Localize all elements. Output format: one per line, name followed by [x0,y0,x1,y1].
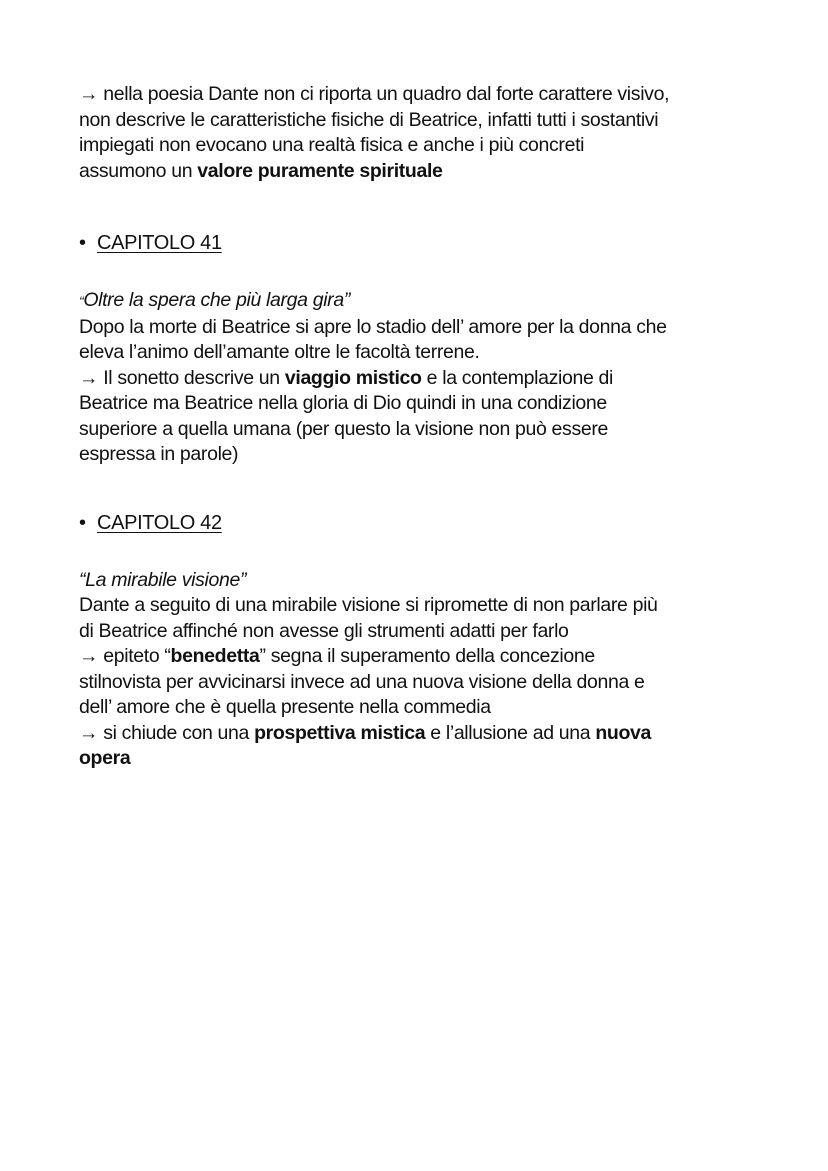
heading-text: CAPITOLO 42 [97,511,222,534]
document-page [79,82,779,772]
section-body [79,568,779,772]
sonnet-title: “La mirabile visione” [79,568,247,591]
emphasis: valore puramente spirituale [197,159,443,182]
text-line: impiegati non evocano una realtà fisica e anche i più concreti [79,134,585,156]
section-capitolo-42 [79,510,779,772]
text-line: superiore a quella umana (per questo la visione non può essere [79,417,608,440]
intro-paragraph [79,82,779,184]
arrow-icon: → [79,83,99,105]
heading-text: CAPITOLO 41 [97,232,222,254]
text-line: stilnovista per avvicinarsi invece ad una nuova visione della donna e [79,670,645,693]
arrow-icon: → [79,366,99,389]
text-line: → nella poesia Dante non ci riporta un quadro dal forte carattere visivo, [79,83,670,105]
text-line: → si chiude con una prospettiva mistica e l’allusione ad una nuova [79,721,652,744]
bullet-icon: • [79,232,86,254]
emphasis: opera [79,747,131,769]
section-heading [79,230,779,256]
text-line: Beatrice ma Beatrice nella gloria di Dio quindi in una condizione [79,392,607,414]
section-heading [79,510,779,536]
arrow-icon: → [79,721,99,744]
text-line: espressa in parole) [79,443,239,465]
emphasis: benedetta [170,645,260,667]
text-line: → epiteto “benedetta” segna il superamento della concezione [79,645,595,667]
text-line: non descrive le caratteristiche fisiche di Beatrice, infatti tutti i sostantivi [79,108,659,131]
section-body [79,288,779,468]
text-line [79,746,779,772]
emphasis: viaggio mistico [284,366,422,389]
text-line: eleva l’animo dell’amante oltre le facoltà terrene. [79,341,480,363]
arrow-icon: → [79,645,99,667]
emphasis: prospettiva mistica [254,721,426,744]
bullet-icon: • [79,511,86,534]
text-line: Dante a seguito di una mirabile visione si ripromette di non parlare più [79,594,658,616]
text-line: di Beatrice affinché non avesse gli strumenti adatti per farlo [79,619,569,642]
section-capitolo-41 [79,230,779,468]
text-line: → Il sonetto descrive un viaggio mistico e la contemplazione di [79,366,613,389]
emphasis: nuova [595,721,652,744]
text-line: assumono un valore puramente spirituale [79,159,443,182]
text-line: dell’ amore che è quella presente nella commedia [79,696,491,718]
sonnet-title: “Oltre la spera che più larga gira” [79,289,350,311]
text-line: Dopo la morte di Beatrice si apre lo stadio dell’ amore per la donna che [79,315,667,338]
